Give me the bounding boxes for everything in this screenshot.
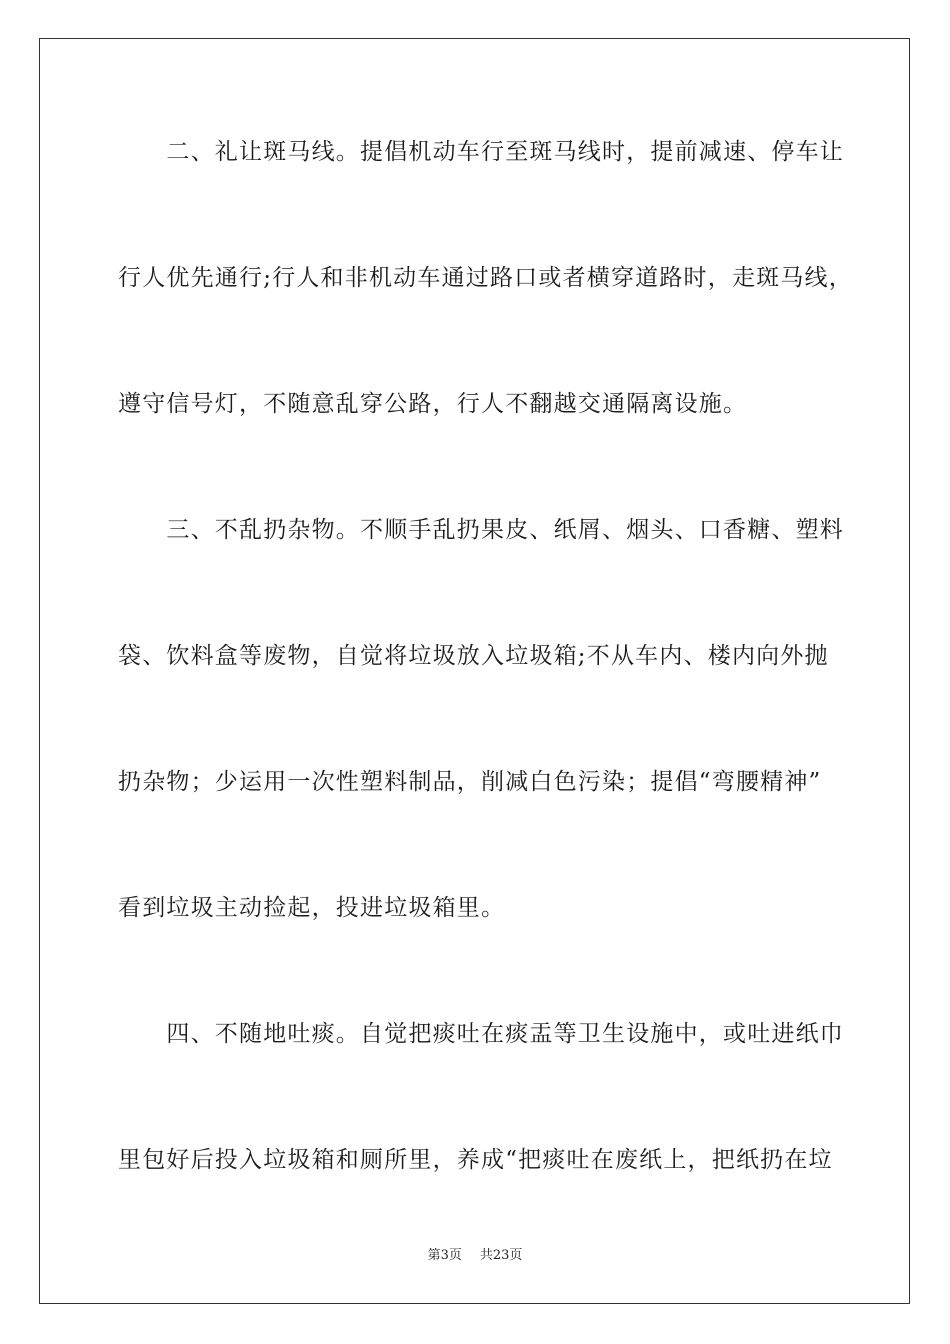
page-footer (0, 1247, 950, 1265)
paragraph-3-line-1: 三、不乱扔杂物。不顺手乱扔果皮、纸屑、烟头、口香糖、塑料 (118, 517, 844, 543)
page-number: 第3页 (427, 1248, 462, 1263)
page-total: 共23页 (479, 1248, 523, 1263)
paragraph-2-line-1: 二、礼让斑马线。提倡机动车行至斑马线时，提前减速、停车让 (118, 139, 844, 165)
paragraph-4-line-1: 四、不随地吐痰。自觉把痰吐在痰盂等卫生设施中，或吐进纸巾 (118, 1021, 844, 1047)
paragraph-4-line-2: 里包好后投入垃圾箱和厕所里，养成“把痰吐在废纸上，把纸扔在垃 (118, 1147, 833, 1173)
paragraph-3-line-4: 看到垃圾主动捡起，投进垃圾箱里。 (118, 895, 506, 921)
page-border (39, 38, 910, 1304)
paragraph-2-line-2: 行人优先通行;行人和非机动车通过路口或者横穿道路时，走斑马线， (118, 265, 853, 291)
paragraph-2-line-3: 遵守信号灯，不随意乱穿公路，行人不翻越交通隔离设施。 (118, 391, 748, 417)
paragraph-3-line-2: 袋、饮料盒等废物，自觉将垃圾放入垃圾箱;不从车内、楼内向外抛 (118, 643, 829, 669)
paragraph-3-line-3: 扔杂物；少运用一次性塑料制品，削减白色污染；提倡“弯腰精神” (118, 769, 822, 795)
